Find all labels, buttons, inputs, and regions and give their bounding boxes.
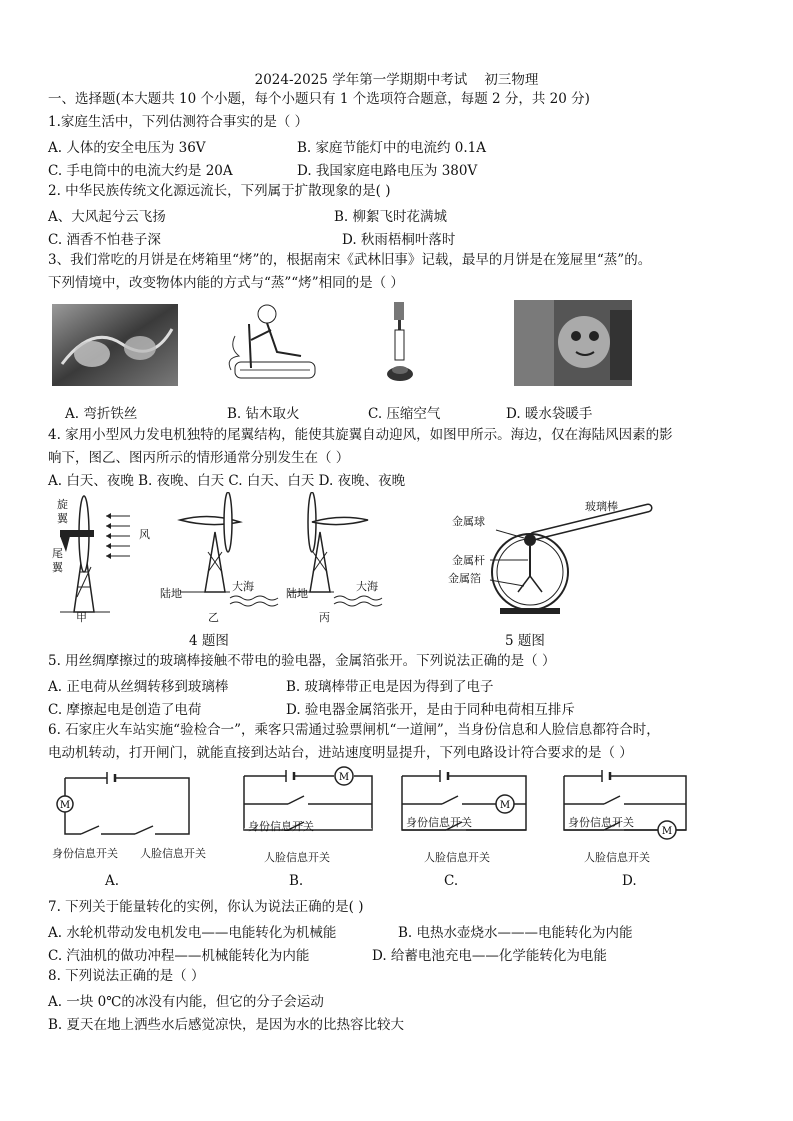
q5-stem: 5. 用丝绸摩擦过的玻璃棒接触不带电的验电器，金属箔张开。下列说法正确的是（ ）	[48, 653, 556, 669]
label-jia: 甲	[76, 611, 87, 624]
circuit-d-face-switch-label: 人脸信息开关	[584, 851, 650, 864]
label-yi2: 翼	[52, 561, 63, 574]
label-dahai-yi: 大海	[232, 580, 254, 593]
q6-stem-line2: 电动机转动，打开闸门，就能直接到达站台，进站速度明显提升，下列电路设计符合要求的是（ ）	[48, 745, 633, 761]
q4-stem-line1: 4. 家用小型风力发电机独特的尾翼结构，能使其旋翼自动迎风，如图甲所示。海边，仅在海陆风因素的影	[48, 427, 673, 443]
circuit-c-face-switch-label: 人脸信息开关	[424, 851, 490, 864]
turbine-yi	[180, 492, 278, 606]
circuit-a	[55, 772, 195, 842]
circuit-a-face-switch-label: 人脸信息开关	[140, 847, 206, 860]
q8-stem: 8. 下列说法正确的是（ ）	[48, 968, 205, 984]
label-glass-rod: 玻璃棒	[585, 500, 618, 513]
q3-stem-line2: 下列情境中，改变物体内能的方式与“蒸”“烤”相同的是（ ）	[48, 275, 404, 291]
label-metal-foil: 金属箔	[448, 572, 481, 585]
motor-d-label: M	[661, 826, 673, 837]
motor-a-label: M	[59, 800, 71, 811]
q5-option-a: A. 正电荷从丝绸转移到玻璃棒	[48, 679, 229, 695]
circuit-a-id-switch-label: 身份信息开关	[52, 847, 118, 860]
hot-water-bag-photo	[514, 300, 632, 386]
bending-wire-photo	[52, 304, 178, 386]
turbine-jia	[60, 496, 130, 612]
compressing-air-device	[380, 300, 425, 388]
circuit-a-letter: A.	[105, 873, 120, 889]
q3-option-a: A. 弯折铁丝	[65, 406, 138, 422]
q1-option-a: A. 人体的安全电压为 36V	[48, 140, 206, 156]
label-feng: 风	[139, 528, 150, 541]
label-wei: 尾	[52, 547, 63, 560]
circuit-b-id-switch-label: 身份信息开关	[248, 820, 314, 833]
q4-stem-line2: 响下，图乙、图丙所示的情形通常分别发生在（ ）	[48, 450, 350, 466]
q3-option-b: B. 钻木取火	[227, 406, 300, 422]
circuit-b-face-switch-label: 人脸信息开关	[264, 851, 330, 864]
q2-option-b: B. 柳絮飞时花满城	[334, 209, 448, 225]
label-yi: 翼	[57, 512, 68, 525]
motor-c-label: M	[499, 800, 511, 811]
q1-option-c: C. 手电筒中的电流大约是 20A	[48, 163, 233, 179]
q5-figure-caption: 5 题图	[505, 633, 545, 649]
q2-option-a: A、大风起兮云飞扬	[48, 209, 166, 225]
q7-option-a: A. 水轮机带动发电机发电——电能转化为机械能	[48, 925, 337, 941]
drilling-wood-fire-drawing	[205, 296, 323, 388]
q2-stem: 2. 中华民族传统文化源远流长，下列属于扩散现象的是( )	[48, 183, 391, 199]
label-xuan: 旋	[57, 498, 68, 511]
q1-option-d: D. 我国家庭电路电压为 380V	[297, 163, 478, 179]
circuit-c-letter: C.	[444, 873, 459, 889]
q8-option-a: A. 一块 0℃的冰没有内能，但它的分子会运动	[48, 994, 324, 1010]
q2-option-c: C. 酒香不怕巷子深	[48, 232, 161, 248]
label-ludi-bing: 陆地	[286, 587, 308, 600]
section-heading: 一、选择题(本大题共 10 个小题，每个小题只有 1 个选项符合题意，每题 2 分，共 20 分)	[48, 91, 590, 107]
q5-option-d: D. 验电器金属箔张开，是由于同种电荷相互排斥	[286, 702, 575, 718]
q4-figure-caption: 4 题图	[189, 633, 229, 649]
electroscope-figure	[470, 500, 670, 624]
label-ludi-yi: 陆地	[160, 587, 182, 600]
circuit-c-id-switch-label: 身份信息开关	[406, 816, 472, 829]
q2-option-d: D. 秋雨梧桐叶落时	[342, 232, 456, 248]
q8-option-b: B. 夏天在地上洒些水后感觉凉快，是因为水的比热容比较大	[48, 1017, 405, 1033]
q3-stem-line1: 3、我们常吃的月饼是在烤箱里“烤”的，根据南宋《武林旧事》记载，最早的月饼是在笼屉里“蒸”的。	[48, 252, 652, 268]
q7-stem: 7. 下列关于能量转化的实例，你认为说法正确的是( )	[48, 899, 364, 915]
q7-option-d: D. 给蓄电池充电——化学能转化为电能	[372, 948, 607, 964]
q3-option-c: C. 压缩空气	[368, 406, 441, 422]
q5-option-c: C. 摩擦起电是创造了电荷	[48, 702, 202, 718]
circuit-d-id-switch-label: 身份信息开关	[568, 816, 634, 829]
label-dahai-bing: 大海	[356, 580, 378, 593]
q7-option-c: C. 汽油机的做功冲程——机械能转化为内能	[48, 948, 310, 964]
label-yi-fig: 乙	[208, 611, 219, 624]
motor-b-label: M	[338, 772, 350, 783]
q4-options: A. 白天、夜晚 B. 夜晚、白天 C. 白天、白天 D. 夜晚、夜晚	[48, 473, 406, 489]
circuit-b-letter: B.	[289, 873, 304, 889]
label-metal-rod: 金属杆	[452, 554, 485, 567]
exam-title: 2024-2025 学年第一学期期中考试 初三物理	[254, 72, 539, 88]
q1-stem: 1.家庭生活中，下列估测符合事实的是（ ）	[48, 114, 309, 130]
q4-wind-turbine-figure	[50, 492, 395, 624]
label-metal-ball: 金属球	[452, 515, 485, 528]
q1-option-b: B. 家庭节能灯中的电流约 0.1A	[297, 140, 487, 156]
q3-option-d: D. 暖水袋暖手	[506, 406, 593, 422]
circuit-d-letter: D.	[622, 873, 637, 889]
label-bing: 丙	[319, 611, 330, 624]
q6-stem-line1: 6. 石家庄火车站实施“验检合一”，乘客只需通过验票闸机“一道闸”，当身份信息和人脸信息都符合时，	[48, 722, 660, 738]
q7-option-b: B. 电热水壶烧水———电能转化为内能	[398, 925, 633, 941]
q5-option-b: B. 玻璃棒带正电是因为得到了电子	[286, 679, 494, 695]
